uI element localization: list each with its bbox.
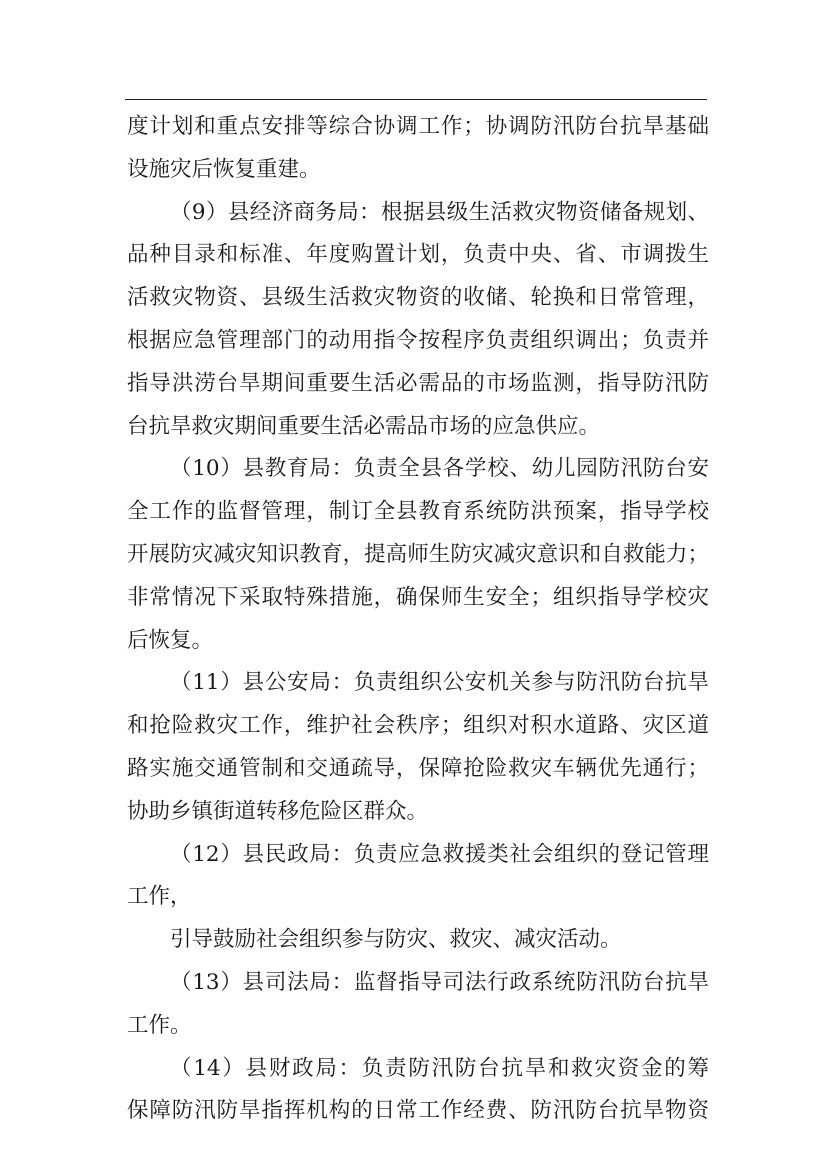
paragraph-start-line: （13）县司法局：监督指导司法行政系统防汛防台抗旱 — [170, 969, 709, 995]
paragraph-start-line: （14）县财政局：负责防汛防台抗旱和救灾资金的筹 — [170, 1055, 709, 1081]
header-rule — [125, 99, 707, 100]
body-line: 全工作的监督管理，制订全县教育系统防洪预案，指导学校 — [127, 499, 709, 525]
paragraph-start-line: （10）县教育局：负责全县各学校、幼儿园防汛防台安 — [170, 456, 709, 482]
body-line: 协助乡镇街道转移危险区群众。 — [127, 798, 429, 824]
paragraph-start-line: （9）县经济商务局：根据县级生活救灾物资储备规划、 — [170, 199, 709, 225]
body-line: 台抗旱救灾期间重要生活必需品市场的应急供应。 — [127, 413, 601, 439]
document-body — [127, 106, 709, 1133]
body-line: 和抢险救灾工作，维护社会秩序；组织对积水道路、灾区道 — [127, 713, 709, 739]
body-line: 度计划和重点安排等综合协调工作；协调防汛防台抗旱基础 — [127, 114, 709, 139]
body-line: 品种目录和标准、年度购置计划，负责中央、省、市调拨生 — [127, 242, 709, 268]
body-line: 设施灾后恢复重建。 — [127, 156, 321, 182]
body-line: 指导洪涝台旱期间重要生活必需品的市场监测，指导防汛防 — [127, 370, 709, 396]
paragraph-start-line: （12）县民政局：负责应急救援类社会组织的登记管理 — [170, 841, 709, 867]
body-line: 开展防灾减灾知识教育，提高师生防灾减灾意识和自救能力； — [127, 541, 709, 567]
body-line: 活救灾物资、县级生活救灾物资的收储、轮换和日常管理， — [127, 285, 709, 311]
body-line: 保障防汛防旱指挥机构的日常工作经费、防汛防台抗旱物资 — [127, 1098, 709, 1124]
paragraph-start-line: 引导鼓励社会组织参与防灾、救灾、减灾活动。 — [170, 927, 622, 953]
body-line: 根据应急管理部门的动用指令按程序负责组织调出；负责并 — [127, 327, 709, 353]
body-line: 非常情况下采取特殊措施，确保师生安全；组织指导学校灾 — [127, 584, 709, 610]
body-line: 后恢复。 — [127, 627, 214, 653]
body-line: 工作， — [127, 884, 192, 910]
body-line: 工作。 — [127, 1012, 192, 1038]
paragraph-start-line: （11）县公安局：负责组织公安机关参与防汛防台抗旱 — [170, 670, 709, 696]
body-line: 路实施交通管制和交通疏导，保障抢险救灾车辆优先通行； — [127, 755, 709, 781]
